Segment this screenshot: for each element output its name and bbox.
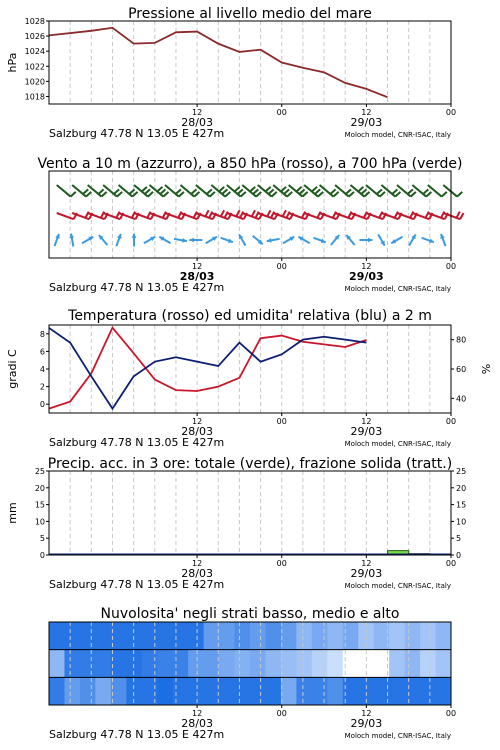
x-tick-label: 12	[192, 417, 203, 426]
barb-flag	[442, 192, 447, 197]
wind-arrow	[144, 237, 155, 244]
wind-arrow	[159, 237, 170, 244]
y2-tick-label: 0	[456, 551, 462, 560]
barb-flag	[268, 189, 273, 194]
x-tick-label: 00	[445, 417, 457, 426]
barb-flag	[83, 189, 88, 194]
barb-shaft	[412, 185, 426, 197]
cloud-cell	[188, 650, 204, 678]
cloud-cell	[204, 650, 220, 678]
cloud-cell	[296, 677, 312, 705]
y-tick-label: 2	[39, 382, 45, 392]
wind-arrow	[313, 238, 325, 243]
chart-title: Nuvolosita' negli strati basso, medio e alto	[100, 606, 400, 622]
wind-arrow	[189, 238, 202, 243]
cloud-cell	[80, 677, 96, 705]
barb-flag	[456, 212, 459, 218]
wind-arrow	[55, 234, 60, 246]
barb-flag	[145, 189, 150, 194]
cloud-cell	[157, 650, 173, 678]
chart-title: Precip. acc. in 3 ore: totale (verde), frazione solida (tratt.)	[47, 456, 453, 472]
barb-shaft	[165, 185, 179, 197]
barb-flag	[235, 187, 240, 192]
barb-shaft	[180, 185, 194, 197]
barb-flag	[241, 192, 246, 197]
wind-arrow	[346, 235, 354, 245]
x-tick-label: 00	[276, 262, 287, 271]
date-label: 29/03	[350, 567, 383, 580]
model-label: Moloch model, CNR-ISAC, Italy	[344, 732, 451, 740]
date-label: 29/03	[350, 717, 383, 730]
cloud-cell	[49, 622, 65, 650]
barb-flag	[253, 189, 258, 194]
wind-arrow	[283, 237, 294, 244]
y2-tick-label: 25	[456, 467, 467, 476]
cloud-cell	[405, 677, 421, 705]
barb-flag	[160, 189, 165, 194]
cloud-cell	[420, 622, 436, 650]
barb-flag	[205, 210, 208, 216]
cloud-cell	[405, 622, 421, 650]
barb-flag	[411, 192, 416, 197]
barb-flag	[163, 192, 168, 197]
cloud-cell	[111, 677, 127, 705]
y2-tick-label: 80	[456, 335, 467, 345]
cloud-cell	[327, 650, 343, 678]
x-tick-label: 00	[276, 559, 287, 568]
cloud-cell	[235, 622, 251, 650]
barb-flag	[157, 187, 162, 192]
y-tick-label: 0	[39, 551, 45, 560]
date-label: 28/03	[181, 116, 213, 129]
arrow-head	[368, 238, 372, 243]
x-tick-label: 12	[192, 709, 203, 718]
wind-arrow	[422, 238, 434, 243]
barb-flag	[98, 189, 103, 194]
wind-arrow	[267, 238, 280, 243]
y-axis-label: gradi C	[6, 349, 19, 389]
barb-flag	[267, 210, 270, 216]
cloud-cell	[126, 650, 142, 678]
x-tick-label: 00	[445, 108, 457, 117]
cloud-cell	[312, 650, 328, 678]
chart-title: Pressione al livello medio del mare	[128, 6, 372, 22]
cloud-cell	[389, 677, 405, 705]
cloud-cell	[142, 622, 158, 650]
barb-flag	[460, 213, 463, 219]
date-label: 28/03	[181, 425, 213, 438]
wind-arrow	[132, 234, 137, 247]
cloud-cell	[436, 622, 452, 650]
y-axis-label: mm	[6, 502, 19, 524]
barb-shaft	[335, 185, 349, 197]
y-tick-label: 1020	[24, 77, 45, 87]
barb-flag	[392, 189, 397, 194]
barb-flag	[299, 189, 304, 194]
cloud-cell	[235, 650, 251, 678]
location-label: Salzburg 47.78 N 13.05 E 427m	[49, 281, 225, 294]
location-label: Salzburg 47.78 N 13.05 E 427m	[49, 578, 225, 591]
barb-flag	[349, 192, 354, 197]
cloud-cell	[157, 622, 173, 650]
y-axis-label: hPa	[6, 52, 19, 73]
y2-tick-label: 5	[456, 534, 462, 544]
x-tick-label: 00	[276, 108, 287, 117]
x-tick-label: 12	[361, 262, 372, 271]
cloud-cell	[111, 650, 127, 678]
cloud-cell	[265, 677, 281, 705]
x-tick-label: 00	[276, 709, 287, 718]
humidity-line	[49, 328, 366, 409]
y-tick-label: 1024	[24, 47, 45, 57]
cloud-cell	[389, 650, 405, 678]
x-tick-label: 12	[192, 108, 203, 117]
barb-flag	[176, 189, 181, 194]
barb-shaft	[381, 185, 395, 197]
barb-flag	[252, 210, 255, 216]
barb-flag	[101, 192, 106, 197]
cloud-cell	[126, 622, 142, 650]
y2-tick-label: 60	[456, 365, 467, 374]
cloud-cell	[173, 677, 189, 705]
barb-flag	[221, 210, 224, 216]
model-label: Moloch model, CNR-ISAC, Italy	[344, 131, 451, 139]
cloud-cell	[204, 622, 220, 650]
x-tick-label: 12	[361, 417, 372, 426]
plot-frame	[49, 21, 451, 104]
location-label: Salzburg 47.78 N 13.05 E 427m	[49, 728, 225, 741]
cloud-cell	[126, 677, 142, 705]
x-tick-label: 12	[361, 709, 372, 718]
wind-arrow	[221, 238, 233, 243]
barb-flag	[117, 192, 122, 197]
cloud-cell	[389, 622, 405, 650]
barb-shaft	[103, 185, 117, 197]
barb-flag	[287, 192, 292, 197]
y2-tick-label: 10	[456, 517, 467, 527]
x-tick-label: 12	[192, 262, 203, 271]
y-tick-label: 1026	[24, 32, 45, 42]
wind-arrow	[253, 236, 263, 244]
model-label: Moloch model, CNR-ISAC, Italy	[344, 285, 451, 293]
y-tick-label: 20	[34, 483, 45, 493]
barb-flag	[265, 187, 270, 192]
y-tick-label: 1018	[24, 92, 45, 102]
cloud-cell	[157, 677, 173, 705]
model-label: Moloch model, CNR-ISAC, Italy	[344, 440, 451, 448]
cloud-cell	[405, 650, 421, 678]
y-tick-label: 10	[34, 517, 45, 527]
barb-flag	[238, 189, 243, 194]
x-tick-label: 12	[361, 108, 372, 117]
cloud-cell	[420, 677, 436, 705]
wind-arrow	[206, 237, 217, 244]
x-tick-label: 00	[445, 559, 457, 568]
y-tick-label: 8	[39, 329, 45, 339]
x-tick-label: 00	[445, 709, 457, 718]
barb-flag	[219, 187, 224, 192]
cloud-cell	[250, 622, 266, 650]
temperature-line	[49, 328, 366, 409]
y-tick-label: 25	[34, 467, 45, 476]
y-tick-label: 0	[39, 400, 45, 410]
date-label: 28/03	[181, 567, 213, 580]
y2-axis-label: %	[480, 363, 493, 375]
barb-shaft	[57, 185, 71, 197]
barb-flag	[210, 192, 215, 197]
cloud-cell	[327, 677, 343, 705]
barb-flag	[361, 189, 366, 194]
barb-flag	[330, 189, 335, 194]
y-tick-label: 15	[34, 500, 45, 510]
barb-shaft	[366, 185, 380, 197]
barb-shaft	[72, 185, 86, 197]
barb-flag	[333, 192, 338, 197]
wind-arrow	[298, 237, 309, 244]
wind-arrow	[391, 237, 402, 244]
cloud-cell	[173, 650, 189, 678]
wind-arrow	[331, 235, 339, 245]
barb-shaft	[57, 213, 74, 219]
barb-flag	[457, 192, 462, 197]
y-tick-label: 4	[39, 365, 45, 374]
cloud-cell	[436, 677, 452, 705]
barb-flag	[222, 189, 227, 194]
barb-shaft	[320, 185, 334, 197]
location-label: Salzburg 47.78 N 13.05 E 427m	[49, 127, 225, 140]
cloud-cell	[188, 677, 204, 705]
cloud-cell	[296, 650, 312, 678]
cloud-cell	[95, 622, 111, 650]
barb-flag	[312, 187, 317, 192]
cloud-cell	[219, 677, 235, 705]
y-tick-label: 1028	[24, 17, 45, 26]
cloud-cell	[265, 650, 281, 678]
barb-shaft	[119, 185, 133, 197]
cloud-cell	[281, 677, 297, 705]
barb-flag	[395, 192, 400, 197]
barb-flag	[377, 189, 382, 194]
cloud-cell	[64, 622, 80, 650]
cloud-cell	[219, 622, 235, 650]
barb-flag	[250, 187, 255, 192]
barb-flag	[86, 192, 91, 197]
cloud-cell	[95, 650, 111, 678]
barb-flag	[315, 189, 320, 194]
cloud-cell	[142, 650, 158, 678]
cloud-cell	[327, 622, 343, 650]
barb-flag	[283, 210, 286, 216]
cloud-cell	[80, 650, 96, 678]
barb-flag	[346, 189, 351, 194]
barb-flag	[380, 192, 385, 197]
cloud-cell	[111, 622, 127, 650]
barb-flag	[148, 192, 153, 197]
barb-flag	[358, 187, 363, 192]
cloud-cell	[95, 677, 111, 705]
cloud-cell	[436, 650, 452, 678]
cloud-cell	[312, 677, 328, 705]
wind-arrow	[116, 234, 121, 246]
barb-flag	[408, 189, 413, 194]
plot-frame	[49, 325, 451, 413]
barb-flag	[225, 192, 230, 197]
wind-arrow	[440, 234, 445, 246]
cloud-cell	[235, 677, 251, 705]
cloud-cell	[250, 677, 266, 705]
cloud-cell	[49, 677, 65, 705]
barb-shaft	[196, 185, 210, 197]
wind-arrow	[239, 234, 246, 245]
x-tick-label: 12	[361, 559, 372, 568]
cloud-cell	[219, 650, 235, 678]
barb-flag	[364, 192, 369, 197]
barb-flag	[284, 189, 289, 194]
y2-tick-label: 15	[456, 500, 467, 510]
barb-flag	[423, 189, 428, 194]
cloud-cell	[296, 622, 312, 650]
barb-flag	[207, 189, 212, 194]
cloud-cell	[281, 622, 297, 650]
y2-tick-label: 40	[456, 394, 467, 404]
barb-flag	[114, 189, 119, 194]
wind-arrow	[99, 235, 107, 245]
date-label: 28/03	[181, 717, 213, 730]
barb-shaft	[443, 185, 457, 197]
barb-flag	[296, 187, 301, 192]
date-label: 29/03	[349, 270, 384, 283]
barb-flag	[426, 192, 431, 197]
location-label: Salzburg 47.78 N 13.05 E 427m	[49, 436, 225, 449]
cloud-cell	[250, 650, 266, 678]
y-tick-label: 6	[39, 347, 45, 357]
cloud-cell	[312, 622, 328, 650]
x-tick-label: 00	[445, 262, 457, 271]
wind-arrow	[409, 234, 416, 245]
chart-title: Vento a 10 m (azzurro), a 850 hPa (rosso), a 700 hPa (verde)	[37, 156, 463, 172]
cloud-cell	[281, 650, 297, 678]
cloud-cell	[420, 650, 436, 678]
barb-shaft	[88, 185, 102, 197]
cloud-cell	[80, 622, 96, 650]
cloud-cell	[64, 677, 80, 705]
arrow-head	[132, 234, 137, 238]
barb-flag	[71, 192, 76, 197]
wind-barb	[443, 185, 462, 197]
barb-flag	[191, 189, 196, 194]
date-label: 29/03	[350, 116, 383, 129]
cloud-cell	[64, 650, 80, 678]
date-label: 28/03	[179, 270, 215, 283]
x-tick-label: 12	[192, 559, 203, 568]
barb-flag	[179, 192, 184, 197]
plot-frame	[49, 471, 451, 555]
y-tick-label: 5	[39, 534, 45, 544]
y-tick-label: 1022	[24, 62, 45, 72]
wind-arrow	[378, 234, 385, 245]
cloud-cell	[142, 677, 158, 705]
barb-flag	[318, 192, 323, 197]
barb-flag	[272, 192, 277, 197]
cloud-cell	[173, 622, 189, 650]
cloud-cell	[188, 622, 204, 650]
x-tick-label: 00	[276, 417, 287, 426]
barb-flag	[142, 187, 147, 192]
model-label: Moloch model, CNR-ISAC, Italy	[344, 582, 451, 590]
cloud-cell	[204, 677, 220, 705]
y2-tick-label: 20	[456, 483, 467, 493]
arrow-head	[189, 238, 193, 243]
cloud-cell	[49, 650, 65, 678]
chart-title: Temperatura (rosso) ed umidita' relativa (blu) a 2 m	[68, 308, 432, 324]
date-label: 29/03	[350, 425, 383, 438]
cloud-cell	[265, 622, 281, 650]
